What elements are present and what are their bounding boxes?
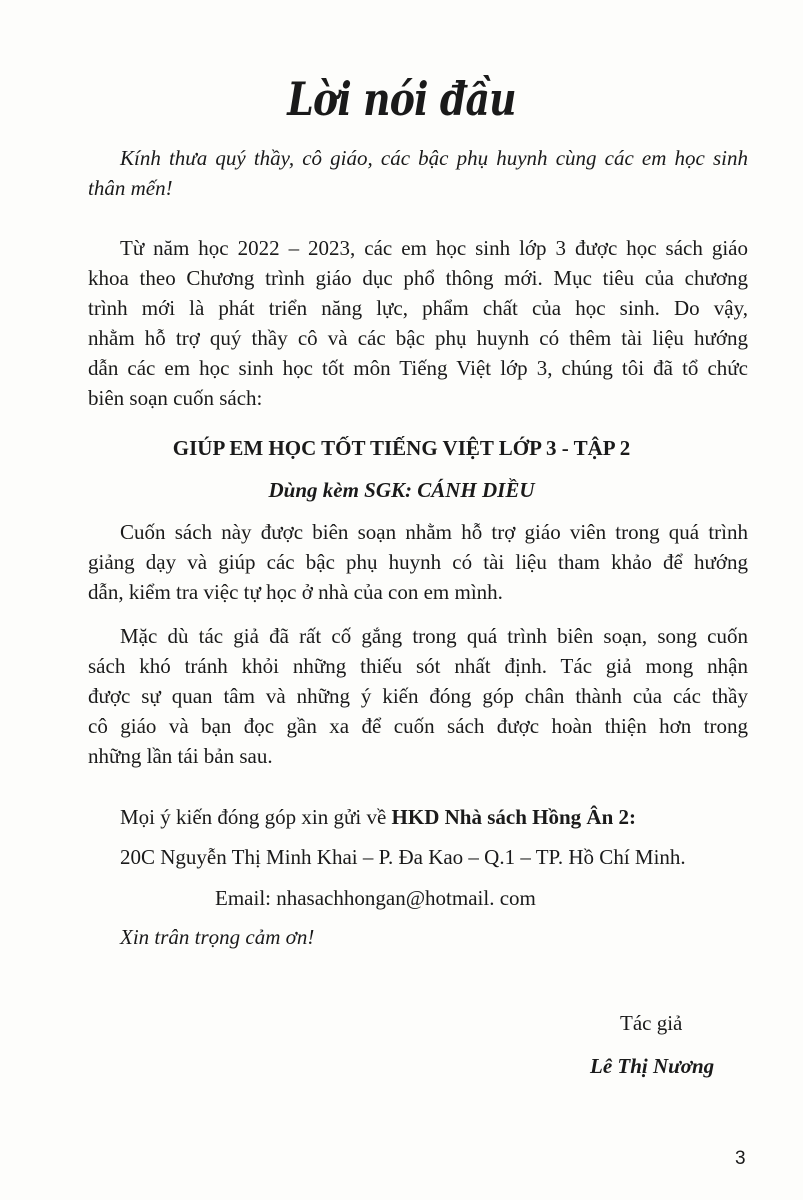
contact-email[interactable]: Email: nhasachhongan@hotmail. com xyxy=(215,886,536,910)
text-line: những lần tái bản sau. xyxy=(88,744,273,768)
text-line: sách khó tránh khỏi những thiếu sót nhất định. Tác giả mong nhận xyxy=(88,654,748,678)
text-line: giảng dạy và giúp các bậc phụ huynh có tài liệu tham khảo để hướng xyxy=(88,550,748,574)
publisher-name: HKD Nhà sách Hồng Ân 2: xyxy=(391,805,636,829)
book-subtitle: Dùng kèm SGK: CÁNH DIỀU xyxy=(268,478,535,502)
text-line: Cuốn sách này được biên soạn nhằm hỗ trợ giáo viên trong quá trình xyxy=(120,520,748,544)
greeting xyxy=(88,143,748,203)
paragraph-purpose xyxy=(88,517,748,607)
text-line: dẫn, kiểm tra việc tự học ở nhà của con em mình. xyxy=(88,580,503,604)
text-line: dẫn các em học sinh học tốt môn Tiếng Việt lớp 3, chúng tôi đã tổ chức xyxy=(88,356,748,380)
paragraph-feedback xyxy=(88,621,748,771)
text-line: khoa theo Chương trình giáo dục phổ thông mới. Mục tiêu của chương xyxy=(88,266,748,290)
contact-line xyxy=(120,802,750,832)
contact-address: 20C Nguyễn Thị Minh Khai – P. Đa Kao – Q.1 – TP. Hồ Chí Minh. xyxy=(120,845,686,869)
text-line: nhằm hỗ trợ quý thầy cô và các bậc phụ huynh có thêm tài liệu hướng xyxy=(88,326,748,350)
text-line: Kính thưa quý thầy, cô giáo, các bậc phụ huynh cùng các em học sinh xyxy=(120,146,748,170)
paragraph-intro xyxy=(88,233,748,413)
text-line: Từ năm học 2022 – 2023, các em học sinh lớp 3 được học sách giáo xyxy=(120,236,748,260)
book-title: GIÚP EM HỌC TỐT TIẾNG VIỆT LỚP 3 - TẬP 2 xyxy=(172,436,631,460)
author-name: Lê Thị Nương xyxy=(590,1054,715,1078)
text-line: được sự quan tâm và những ý kiến đóng góp chân thành của các thầy xyxy=(88,684,748,708)
author-label: Tác giả xyxy=(620,1011,683,1035)
text-line: trình mới là phát triển năng lực, phẩm chất của học sinh. Do vậy, xyxy=(88,296,748,320)
text-line: cô giáo và bạn đọc gần xa để cuốn sách được hoàn thiện hơn trong xyxy=(88,714,748,738)
text-line: biên soạn cuốn sách: xyxy=(88,386,263,410)
thanks: Xin trân trọng cảm ơn! xyxy=(120,925,315,949)
text-line: Mặc dù tác giả đã rất cố gắng trong quá trình biên soạn, song cuốn xyxy=(120,624,748,648)
contact-prefix: Mọi ý kiến đóng góp xin gửi về xyxy=(120,805,392,829)
page-number: 3 xyxy=(735,1148,746,1169)
page-title: Lời nói đầu xyxy=(287,72,516,126)
text-line: thân mến! xyxy=(88,176,173,200)
